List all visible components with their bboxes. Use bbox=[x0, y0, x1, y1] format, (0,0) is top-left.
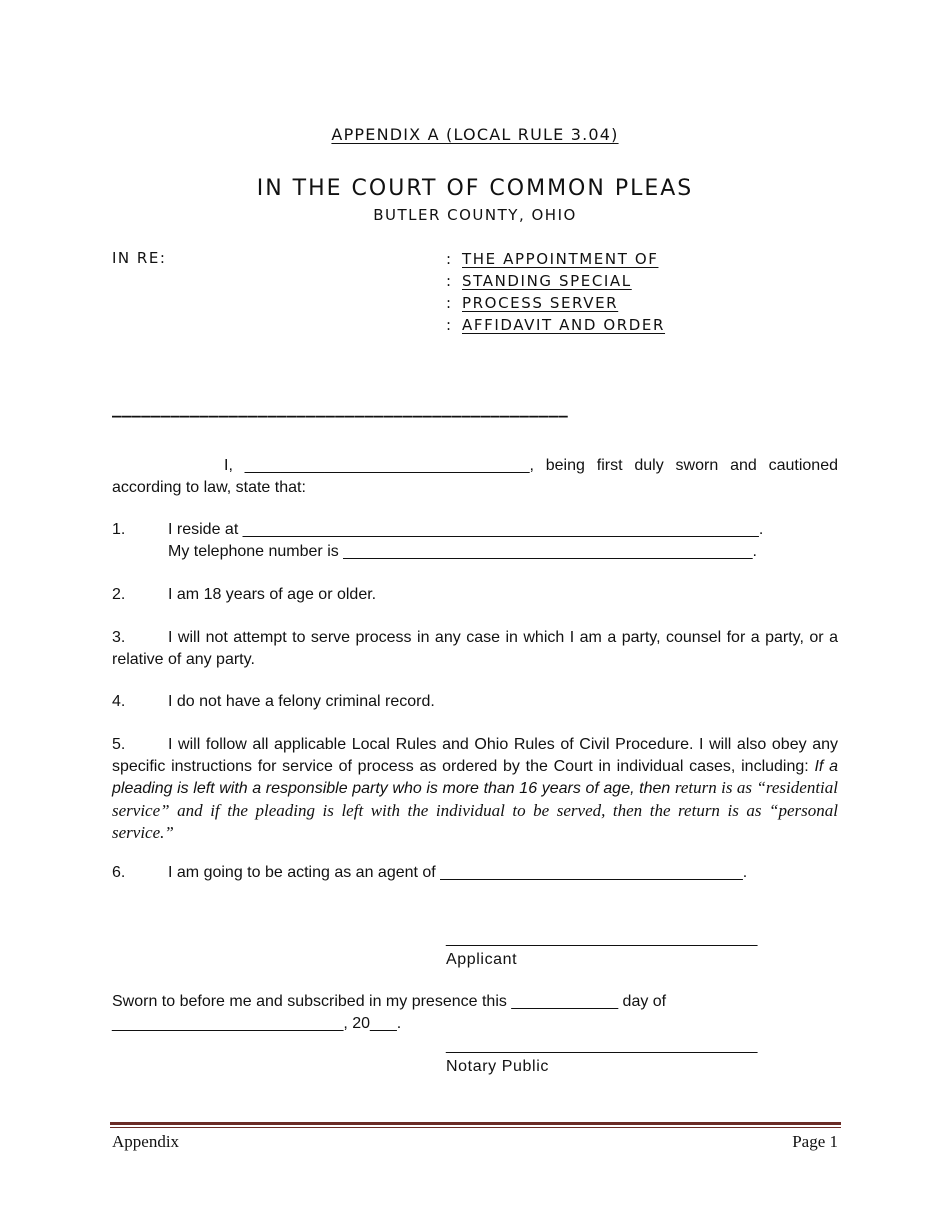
item-2: 2. I am 18 years of age or older. bbox=[112, 586, 377, 603]
appendix-heading: APPENDIX A (LOCAL RULE 3.04) bbox=[331, 125, 619, 144]
signature-line: ___________________________________ bbox=[446, 930, 758, 947]
caption-line: : THE APPOINTMENT OF bbox=[446, 250, 659, 268]
item-1: 1. I reside at __________________________________________________________. My telephone number is ______________________________________________. bbox=[112, 521, 764, 560]
notary-signature bbox=[446, 1035, 757, 1077]
item-5: 5. I will follow all applicable Local Rules and Ohio Rules of Civil Procedure. I will also obey any specific instructions for service of process as ordered by the Court in individual cases, including: If a pleading is left with a responsible party who is more than 16 years of age, then return is as “residential service” and if the pleading is left with the individual to be served, then the return is as “personal service.” bbox=[112, 736, 839, 842]
sworn-statement: Sworn to before me and subscribed in my presence this ____________ day of __________________________, 20___. bbox=[112, 993, 667, 1032]
signature-line: ___________________________________ bbox=[446, 1037, 758, 1054]
intro-line-2: according to law, state that: bbox=[112, 478, 306, 496]
separator-rule: _______________________________________________ bbox=[112, 396, 568, 418]
applicant-label: Applicant bbox=[446, 951, 518, 968]
court-title: IN THE COURT OF COMMON PLEAS bbox=[256, 176, 694, 201]
item-5-italic-a: If a pleading is left with a responsible party who is more than 16 years of age, then bbox=[112, 757, 839, 797]
caption-line: : PROCESS SERVER bbox=[446, 294, 619, 312]
item-5-italic-b: return is as “residential service” and if the pleading is left with the individual to be served, then the return is as “personal service.” bbox=[112, 778, 838, 842]
intro-paragraph bbox=[112, 455, 838, 498]
court-county: BUTLER COUNTY, OHIO bbox=[373, 206, 577, 224]
item-4: 4. I do not have a felony criminal record. bbox=[112, 693, 435, 710]
caption-line: : AFFIDAVIT AND ORDER bbox=[446, 316, 666, 334]
intro-line-1: I, ________________________________, being first duly sworn and cautioned bbox=[224, 457, 838, 474]
item-6: 6. I am going to be acting as an agent of __________________________________. bbox=[112, 864, 748, 881]
caption-line: : STANDING SPECIAL bbox=[446, 272, 632, 290]
case-caption bbox=[446, 248, 665, 336]
applicant-signature bbox=[446, 928, 757, 970]
footer-left: Appendix bbox=[112, 1132, 180, 1151]
footer-rule-thin bbox=[110, 1127, 841, 1128]
item-3: 3. I will not attempt to serve process in any case in which I am a party, counsel for a party, or a relative of any party. bbox=[112, 629, 838, 668]
page-number: Page 1 bbox=[792, 1132, 838, 1151]
notary-label: Notary Public bbox=[446, 1058, 549, 1075]
in-re-label: IN RE: bbox=[112, 249, 167, 267]
footer-rule bbox=[110, 1122, 841, 1125]
